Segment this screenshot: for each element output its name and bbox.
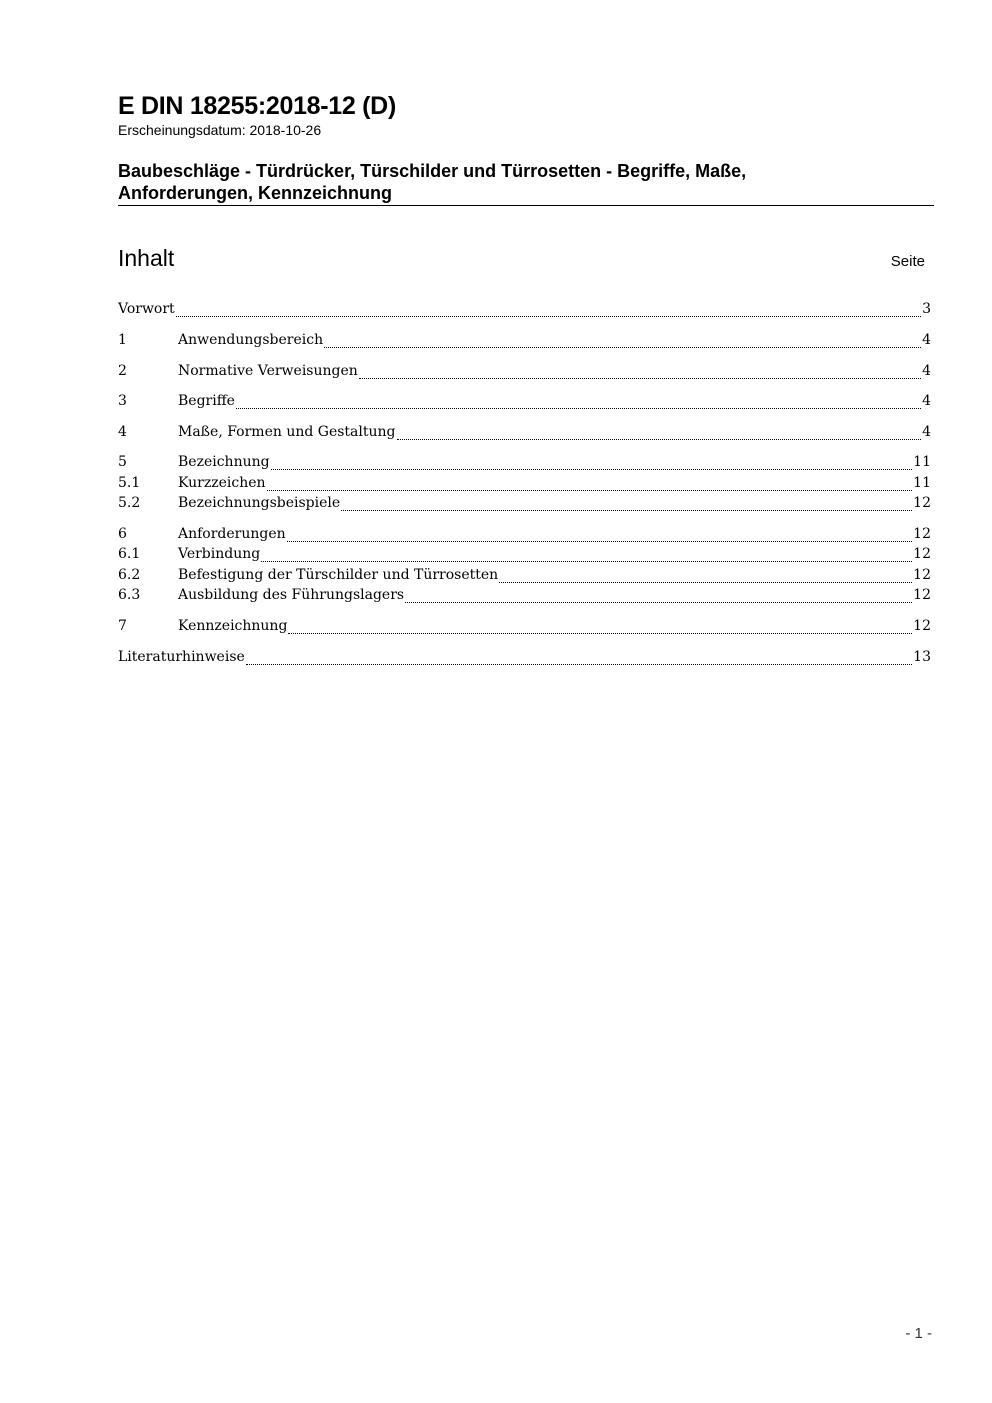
toc-entry-label: Begriffe xyxy=(178,393,235,409)
toc-entry-page: 12 xyxy=(913,546,931,562)
publication-date: Erscheinungsdatum: 2018-10-26 xyxy=(118,122,322,138)
toc-entry-page: 12 xyxy=(913,495,931,511)
toc-entry-3[interactable] xyxy=(118,393,931,414)
toc-entry-page: 4 xyxy=(922,424,931,440)
toc-entry-vorwort[interactable] xyxy=(118,301,931,322)
toc-entry-page: 12 xyxy=(913,618,931,634)
toc-leader-dots xyxy=(287,541,913,542)
toc-leader-dots xyxy=(397,439,922,440)
toc-entry-number: 6.2 xyxy=(118,567,141,583)
toc-entry-number: 5 xyxy=(118,454,127,470)
toc-heading: Inhalt xyxy=(118,245,175,271)
toc-entry-page: 12 xyxy=(913,587,931,603)
toc-leader-dots xyxy=(341,510,912,511)
toc-leader-dots xyxy=(499,582,912,583)
toc-page-column-label: Seite xyxy=(890,253,925,270)
toc-entry-6-2[interactable] xyxy=(118,567,931,588)
toc-entry-label: Normative Verweisungen xyxy=(178,363,358,379)
toc-entry-label: Vorwort xyxy=(118,301,175,317)
toc-entry-number: 6.3 xyxy=(118,587,141,603)
toc-entry-number: 6 xyxy=(118,526,127,542)
toc-entry-page: 11 xyxy=(913,454,931,470)
toc-entry-number: 2 xyxy=(118,363,127,379)
toc-entry-2[interactable] xyxy=(118,363,931,384)
toc-entry-literaturhinweise[interactable] xyxy=(118,649,931,670)
toc-leader-dots xyxy=(236,408,921,409)
header-divider xyxy=(118,205,934,206)
toc-entry-page: 3 xyxy=(922,301,931,317)
toc-leader-dots xyxy=(288,633,912,634)
toc-entry-7[interactable] xyxy=(118,618,931,639)
page-number: - 1 - xyxy=(905,1325,932,1342)
document-subtitle xyxy=(118,160,934,204)
toc-leader-dots xyxy=(405,602,912,603)
toc-leader-dots xyxy=(267,490,913,491)
toc-entry-page: 12 xyxy=(913,526,931,542)
toc-entry-label: Kurzzeichen xyxy=(178,475,266,491)
toc-entry-5-2[interactable] xyxy=(118,495,931,516)
toc-entry-4[interactable] xyxy=(118,424,931,445)
subtitle-line-2: Anforderungen, Kennzeichnung xyxy=(118,183,392,203)
toc-entry-6-3[interactable] xyxy=(118,587,931,608)
toc-entry-number: 7 xyxy=(118,618,127,634)
toc-entry-label: Anwendungsbereich xyxy=(178,332,324,348)
toc-entry-number: 4 xyxy=(118,424,127,440)
toc-leader-dots xyxy=(324,347,921,348)
toc-entry-5-1[interactable] xyxy=(118,475,931,496)
toc-entry-label: Bezeichnung xyxy=(178,454,270,470)
toc-entry-number: 1 xyxy=(118,332,127,348)
toc-entry-label: Befestigung der Türschilder und Türrosetten xyxy=(178,567,499,583)
toc-entry-label: Maße, Formen und Gestaltung xyxy=(178,424,396,440)
document-title: E DIN 18255:2018-12 (D) xyxy=(118,92,396,120)
toc-entry-6[interactable] xyxy=(118,526,931,547)
toc-entry-label: Anforderungen xyxy=(178,526,286,542)
toc-entry-page: 13 xyxy=(913,649,931,665)
toc-leader-dots xyxy=(261,561,912,562)
toc-entry-label: Verbindung xyxy=(178,546,261,562)
toc-entry-1[interactable] xyxy=(118,332,931,353)
toc-entry-page: 11 xyxy=(913,475,931,491)
toc-entry-number: 5.2 xyxy=(118,495,141,511)
toc-entry-label: Kennzeichnung xyxy=(178,618,288,634)
toc-entry-label: Literaturhinweise xyxy=(118,649,245,665)
toc-entry-number: 6.1 xyxy=(118,546,141,562)
toc-entry-number: 3 xyxy=(118,393,127,409)
toc-entry-label: Bezeichnungsbeispiele xyxy=(178,495,341,511)
toc-entry-6-1[interactable] xyxy=(118,546,931,567)
toc-entry-page: 4 xyxy=(922,332,931,348)
subtitle-line-1: Baubeschläge - Türdrücker, Türschilder und Türrosetten - Begriffe, Maße, xyxy=(118,161,747,181)
toc-entry-page: 12 xyxy=(913,567,931,583)
toc-entry-5[interactable] xyxy=(118,454,931,475)
toc-leader-dots xyxy=(246,664,912,665)
toc-entry-label: Ausbildung des Führungslagers xyxy=(178,587,405,603)
toc-leader-dots xyxy=(176,316,921,317)
toc-entry-page: 4 xyxy=(922,393,931,409)
toc-leader-dots xyxy=(271,469,913,470)
toc-entry-page: 4 xyxy=(922,363,931,379)
toc-entry-number: 5.1 xyxy=(118,475,141,491)
toc-leader-dots xyxy=(359,378,921,379)
